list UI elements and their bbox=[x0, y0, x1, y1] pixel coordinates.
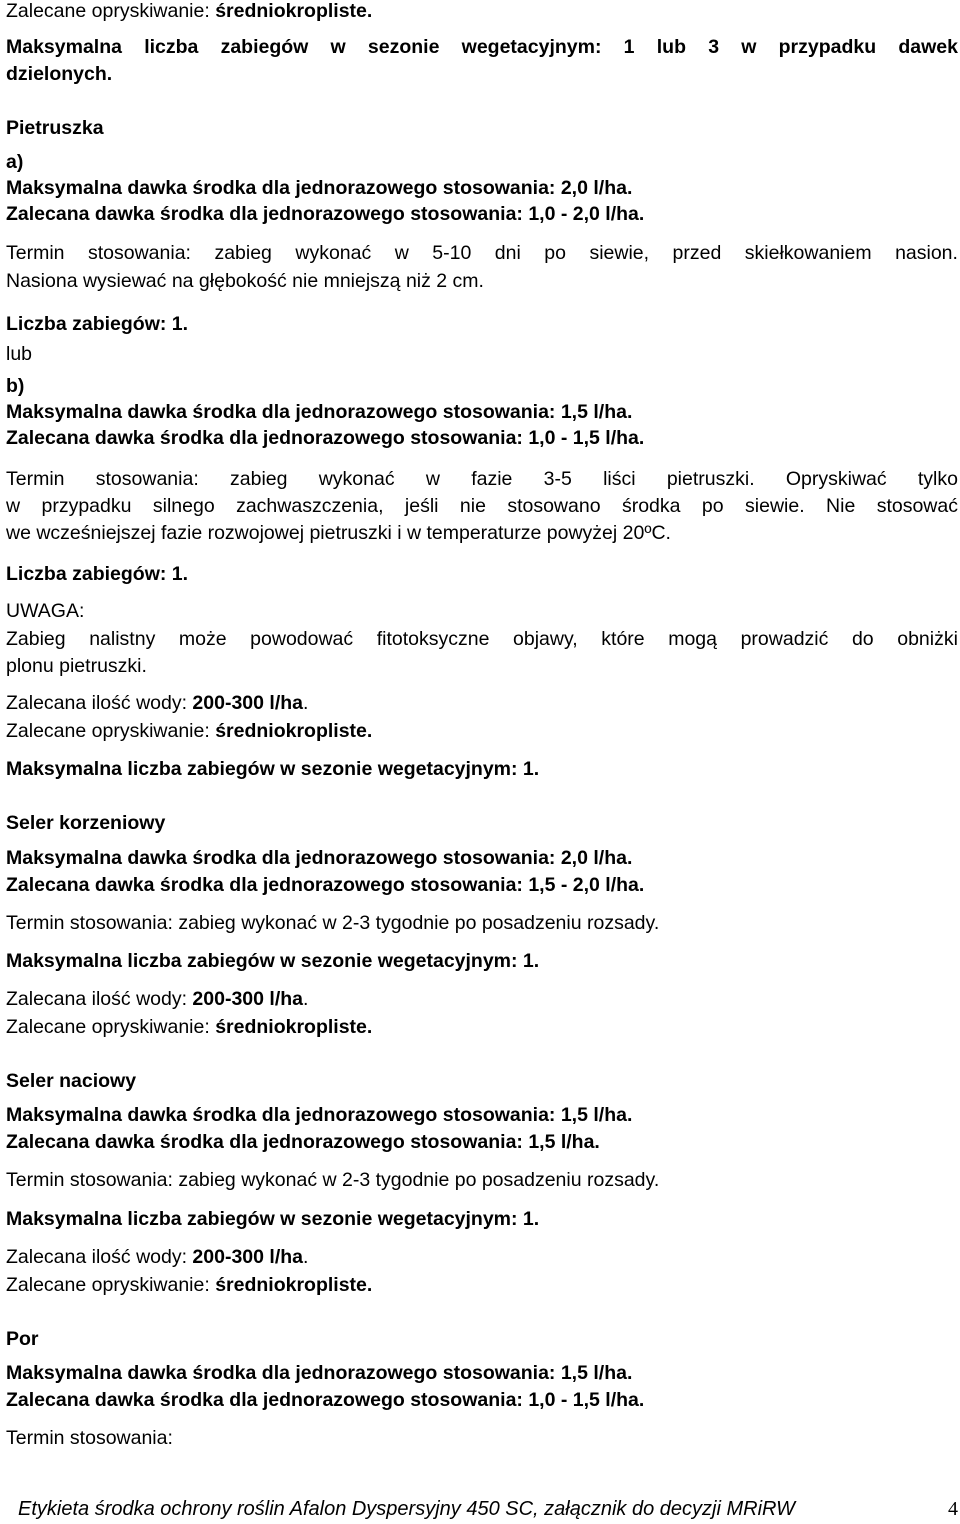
text-run: lub bbox=[6, 343, 33, 365]
text-run: Zalecane opryskiwanie: bbox=[6, 1016, 216, 1038]
text-run: Zalecana ilość wody: bbox=[6, 988, 193, 1010]
text-run: . bbox=[303, 1246, 309, 1268]
text-run: Zalecana dawka środka dla jednorazowego stosowania: 1,0 - 2,0 l/ha. bbox=[6, 203, 645, 225]
word: Opryskiwać bbox=[785, 468, 887, 490]
word: tylko bbox=[917, 468, 958, 490]
text-run: . bbox=[303, 988, 309, 1010]
text-run: Seler korzeniowy bbox=[6, 812, 166, 834]
text-line bbox=[6, 718, 372, 744]
word: stosować bbox=[876, 495, 958, 517]
text-line bbox=[6, 1129, 600, 1155]
text-line bbox=[6, 1425, 173, 1451]
text-line bbox=[6, 149, 23, 175]
word: fazie bbox=[471, 468, 513, 490]
word: zabieg bbox=[214, 242, 272, 264]
page-number: 4 bbox=[948, 1498, 958, 1520]
text-line bbox=[6, 653, 147, 679]
word: w bbox=[6, 495, 21, 517]
word: dni bbox=[494, 242, 521, 264]
text-run: 200-300 l/ha bbox=[192, 988, 303, 1010]
text-line bbox=[6, 311, 188, 337]
text-run: Zalecane opryskiwanie: bbox=[6, 720, 216, 742]
text-run: Por bbox=[6, 1328, 39, 1350]
word: 5-10 bbox=[432, 242, 472, 264]
text-run: a) bbox=[6, 151, 24, 173]
word: siewie. bbox=[745, 495, 805, 517]
text-run: plonu pietruszki. bbox=[6, 655, 147, 677]
text-line bbox=[6, 493, 958, 519]
word: po bbox=[544, 242, 566, 264]
text-run: Maksymalna liczba zabiegów w sezonie wegetacyjnym: 1. bbox=[6, 758, 540, 780]
text-run: Zalecana dawka środka dla jednorazowego stosowania: 1,0 - 1,5 l/ha. bbox=[6, 427, 645, 449]
text-run: b) bbox=[6, 375, 25, 397]
text-line bbox=[6, 948, 539, 974]
word: zabiegów bbox=[220, 36, 309, 58]
text-run: Maksymalna liczba zabiegów w sezonie wegetacyjnym: 1. bbox=[6, 1208, 540, 1230]
text-run: Zalecana dawka środka dla jednorazowego stosowania: 1,5 - 2,0 l/ha. bbox=[6, 874, 645, 896]
text-line bbox=[6, 1387, 644, 1413]
text-line bbox=[6, 175, 632, 201]
word: w bbox=[741, 36, 757, 58]
word: prowadzić bbox=[740, 628, 829, 650]
text-line bbox=[6, 0, 372, 24]
word: Zabieg bbox=[6, 628, 66, 650]
text-run: 200-300 l/ha bbox=[192, 1246, 303, 1268]
word: nie bbox=[459, 495, 486, 517]
text-run: Maksymalna dawka środka dla jednorazowego stosowania: 1,5 l/ha. bbox=[6, 1104, 633, 1126]
text-line bbox=[6, 845, 632, 871]
word: 3-5 bbox=[543, 468, 572, 490]
word: wykonać bbox=[318, 468, 395, 490]
text-line bbox=[6, 1014, 372, 1040]
word: dawek bbox=[898, 36, 958, 58]
text-run: we wcześniejszej fazie rozwojowej pietruszki i w temperaturze powyżej 20ºC. bbox=[6, 522, 671, 544]
text-run: Termin stosowania: zabieg wykonać w 2-3 tygodnie po posadzeniu rozsady. bbox=[6, 912, 660, 934]
word: wykonać bbox=[295, 242, 372, 264]
text-line bbox=[6, 399, 632, 425]
text-line bbox=[6, 240, 958, 266]
word: Nie bbox=[826, 495, 856, 517]
text-line bbox=[6, 986, 308, 1012]
text-line bbox=[6, 1272, 372, 1298]
word: środka bbox=[621, 495, 681, 517]
word: powodować bbox=[250, 628, 354, 650]
text-run: . bbox=[303, 692, 309, 714]
text-line bbox=[6, 520, 671, 546]
text-line bbox=[6, 910, 659, 936]
word: zachwaszczenia, bbox=[236, 495, 384, 517]
text-line bbox=[6, 561, 188, 587]
word: wegetacyjnym: bbox=[461, 36, 602, 58]
text-line bbox=[6, 34, 958, 60]
text-line bbox=[6, 1326, 39, 1352]
word: objawy, bbox=[513, 628, 578, 650]
word: mogą bbox=[668, 628, 717, 650]
word: przypadku bbox=[41, 495, 132, 517]
text-run: Maksymalna liczba zabiegów w sezonie wegetacyjnym: 1. bbox=[6, 950, 540, 972]
text-line bbox=[6, 1206, 539, 1232]
text-line bbox=[6, 115, 104, 141]
word: nalistny bbox=[89, 628, 156, 650]
word: fitotoksyczne bbox=[376, 628, 490, 650]
text-line bbox=[6, 341, 32, 367]
text-run: Zalecane opryskiwanie: bbox=[6, 1274, 216, 1296]
text-run: Nasiona wysiewać na głębokość nie mniejszą niż 2 cm. bbox=[6, 270, 484, 292]
text-line bbox=[6, 1244, 308, 1270]
footer-text: Etykieta środka ochrony roślin Afalon Dyspersyjny 450 SC, załącznik do decyzji MRiRW bbox=[18, 1498, 795, 1520]
word: do bbox=[851, 628, 874, 650]
text-run: Maksymalna dawka środka dla jednorazowego stosowania: 2,0 l/ha. bbox=[6, 847, 633, 869]
word: liści bbox=[603, 468, 636, 490]
text-run: Zalecana dawka środka dla jednorazowego stosowania: 1,5 l/ha. bbox=[6, 1131, 600, 1153]
word: liczba bbox=[144, 36, 199, 58]
text-line bbox=[6, 1167, 659, 1193]
text-line bbox=[6, 872, 644, 898]
text-run: 200-300 l/ha bbox=[192, 692, 303, 714]
text-run: Zalecana ilość wody: bbox=[6, 692, 193, 714]
word: w bbox=[394, 242, 409, 264]
word: przypadku bbox=[778, 36, 877, 58]
page-footer bbox=[18, 1494, 960, 1524]
text-line bbox=[6, 1360, 632, 1386]
word: w bbox=[330, 36, 346, 58]
word: przed bbox=[672, 242, 722, 264]
word: Termin bbox=[6, 242, 65, 264]
text-run: Maksymalna dawka środka dla jednorazowego stosowania: 1,5 l/ha. bbox=[6, 1362, 633, 1384]
word: które bbox=[601, 628, 645, 650]
text-line bbox=[6, 373, 24, 399]
text-line bbox=[6, 626, 958, 652]
word: sezonie bbox=[367, 36, 440, 58]
word: może bbox=[178, 628, 227, 650]
word: 3 bbox=[708, 36, 720, 58]
word: Maksymalna bbox=[6, 36, 122, 58]
text-line bbox=[6, 1102, 632, 1128]
word: obniżki bbox=[897, 628, 958, 650]
text-line bbox=[6, 425, 644, 451]
word: stosowania: bbox=[95, 468, 199, 490]
text-line bbox=[6, 756, 539, 782]
text-run: Pietruszka bbox=[6, 117, 104, 139]
text-line bbox=[6, 598, 84, 624]
text-run: dzielonych. bbox=[6, 63, 113, 85]
text-run: UWAGA: bbox=[6, 600, 85, 622]
text-line bbox=[6, 690, 308, 716]
text-run: Termin stosowania: bbox=[6, 1427, 173, 1449]
text-run: średniokropliste. bbox=[215, 0, 373, 22]
text-run: Liczba zabiegów: 1. bbox=[6, 563, 189, 585]
text-run: Zalecana dawka środka dla jednorazowego stosowania: 1,0 - 1,5 l/ha. bbox=[6, 1389, 645, 1411]
word: stosowania: bbox=[87, 242, 191, 264]
text-run: średniokropliste. bbox=[215, 1016, 373, 1038]
text-line bbox=[6, 61, 112, 87]
text-run: Liczba zabiegów: 1. bbox=[6, 313, 189, 335]
text-line bbox=[6, 268, 484, 294]
word: silnego bbox=[152, 495, 215, 517]
word: siewie, bbox=[589, 242, 650, 264]
text-line bbox=[6, 201, 644, 227]
word: jeśli bbox=[404, 495, 439, 517]
word: skiełkowaniem bbox=[744, 242, 872, 264]
text-run: średniokropliste. bbox=[215, 720, 373, 742]
text-run: Seler naciowy bbox=[6, 1070, 137, 1092]
word: 1 bbox=[623, 36, 635, 58]
word: w bbox=[425, 468, 440, 490]
text-run: Termin stosowania: zabieg wykonać w 2-3 tygodnie po posadzeniu rozsady. bbox=[6, 1169, 660, 1191]
word: nasion. bbox=[895, 242, 958, 264]
text-line bbox=[6, 1068, 136, 1094]
text-run: Maksymalna dawka środka dla jednorazowego stosowania: 1,5 l/ha. bbox=[6, 401, 633, 423]
text-run: Zalecana ilość wody: bbox=[6, 1246, 193, 1268]
text-line bbox=[6, 466, 958, 492]
text-run: Zalecane opryskiwanie: bbox=[6, 0, 216, 22]
word: po bbox=[701, 495, 724, 517]
word: Termin bbox=[6, 468, 65, 490]
text-line bbox=[6, 810, 165, 836]
word: stosowano bbox=[507, 495, 601, 517]
word: lub bbox=[656, 36, 686, 58]
word: pietruszki. bbox=[666, 468, 755, 490]
word: zabieg bbox=[230, 468, 288, 490]
text-run: Maksymalna dawka środka dla jednorazowego stosowania: 2,0 l/ha. bbox=[6, 177, 633, 199]
text-run: średniokropliste. bbox=[215, 1274, 373, 1296]
